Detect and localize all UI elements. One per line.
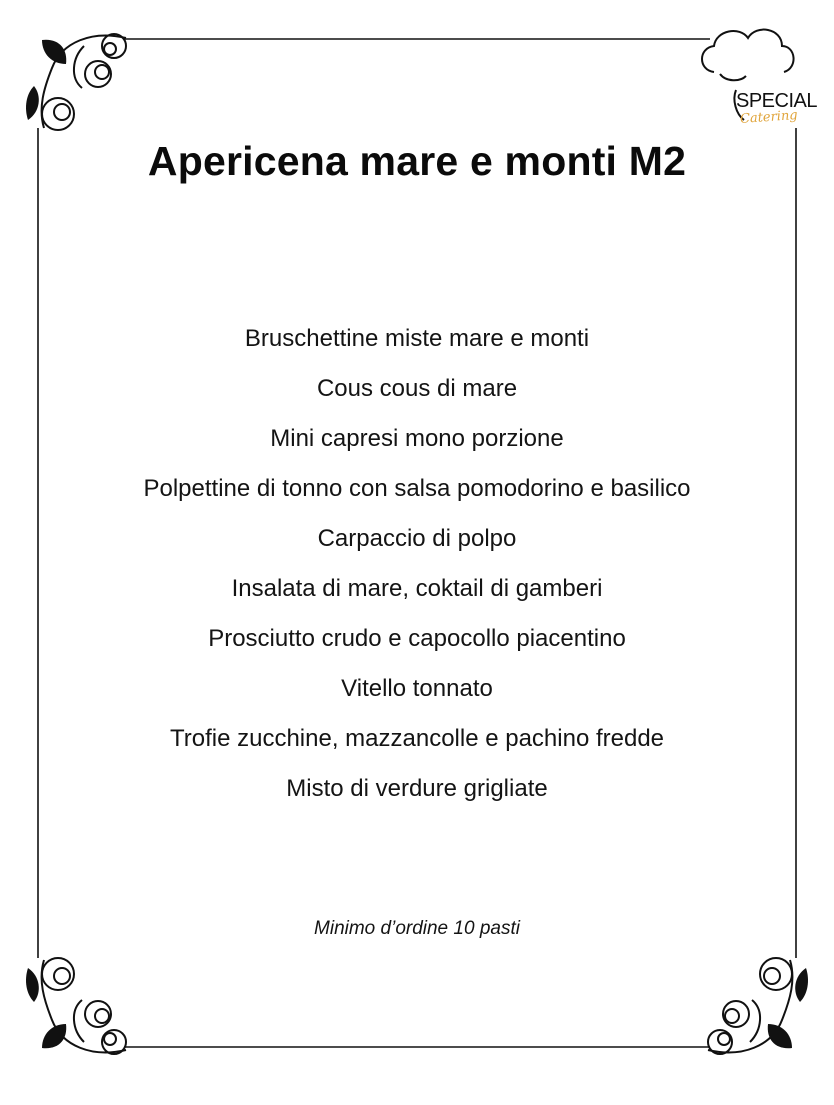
special-catering-logo — [696, 20, 817, 140]
corner-flourish-icon — [22, 952, 134, 1060]
logo-catering-text: Catering — [739, 108, 799, 127]
menu-item: Insalata di mare, coktail di gamberi — [231, 575, 603, 602]
menu-list — [0, 322, 834, 822]
corner-flourish-icon — [700, 952, 812, 1060]
menu-item: Carpaccio di polpo — [317, 525, 517, 552]
corner-flourish-icon — [22, 28, 134, 136]
menu-item: Cous cous di mare — [316, 375, 518, 402]
menu-item: Polpettine di tonno con salsa pomodorino e basilico — [143, 475, 691, 502]
menu-item: Mini capresi mono porzione — [270, 425, 564, 452]
logo-special-text: SPECIAL — [736, 90, 817, 112]
page-title: Apericena mare e monti M2 — [147, 138, 687, 184]
menu-item: Trofie zucchine, mazzancolle e pachino fredde — [169, 725, 665, 752]
minimum-order-note: Minimo d’ordine 10 pasti — [314, 918, 520, 939]
menu-item: Vitello tonnato — [341, 675, 493, 702]
menu-item: Misto di verdure grigliate — [286, 775, 548, 802]
menu-item: Prosciutto crudo e capocollo piacentino — [208, 625, 626, 652]
menu-item: Bruschettine miste mare e monti — [244, 325, 590, 352]
